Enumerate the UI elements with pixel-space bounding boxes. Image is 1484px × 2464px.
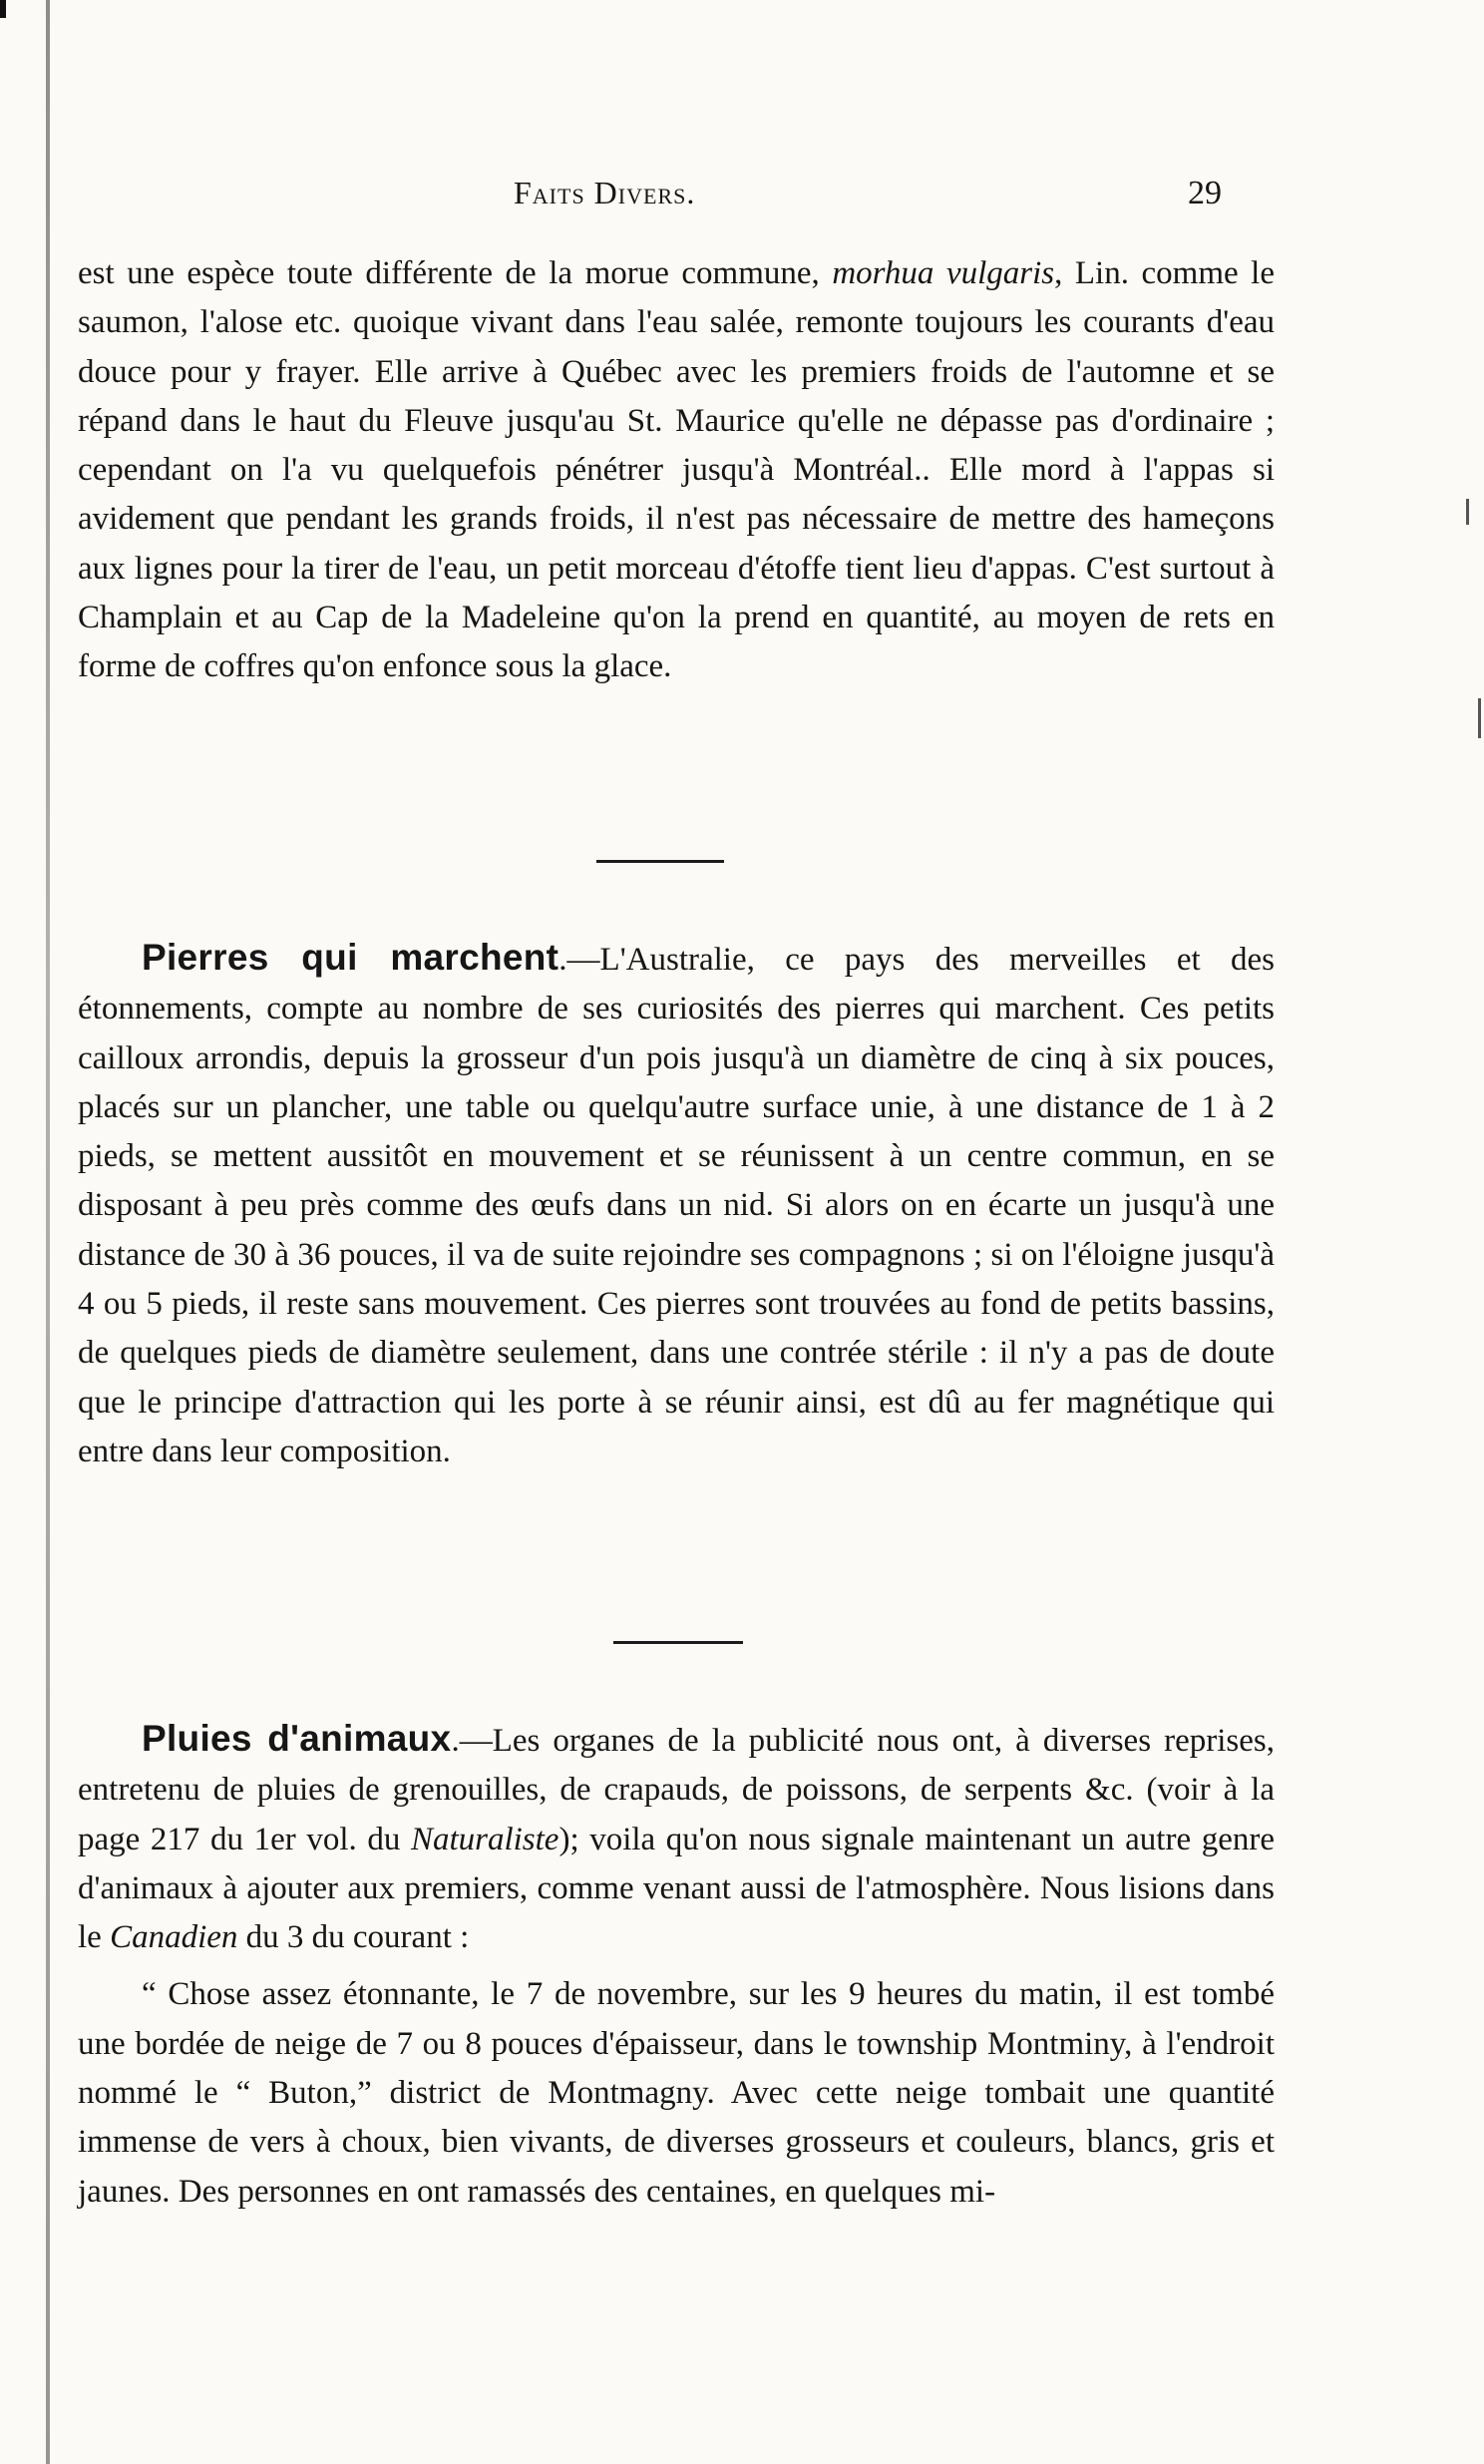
article-pluies-paragraph <box>78 1714 1275 1962</box>
continued-text-1: est une espèce toute différente de la morue commune, <box>78 255 833 291</box>
running-title: Faits Divers. <box>514 175 696 210</box>
article-pluies-text-1: .—Les organes de la publicité nous ont, à diverses reprises, entretenu de pluies de grenouilles, de crapauds, de poissons, de serpents &c. (voir à la page 217 du 1er vol. du <box>78 1723 1276 1857</box>
page-header <box>90 175 1222 214</box>
article-heading-pluies: Pluies d'animaux <box>142 1718 452 1759</box>
latin-name: morhua vulgaris <box>832 255 1055 291</box>
section-divider <box>596 860 724 863</box>
continued-paragraph-block <box>78 249 1275 692</box>
section-divider <box>613 1641 743 1644</box>
article-pierres <box>78 933 1275 1476</box>
article-pluies-text-3: du 3 du courant : <box>237 1919 470 1956</box>
canadien-title: Canadien <box>110 1919 238 1956</box>
page-binding-edge <box>46 0 50 2464</box>
naturaliste-title: Naturaliste <box>410 1821 559 1857</box>
scan-speck <box>1466 499 1469 525</box>
page-number: 29 <box>1188 175 1222 211</box>
continued-text-2: , Lin. comme le saumon, l'alose etc. quoique vivant dans l'eau salée, remonte toujours les courants d'eau douce pour y frayer. Elle arrive à Québec avec les premiers froids de l'automne et se répand dans le haut du Fleuve jusqu'au St. Maurice qu'elle ne dépasse pas d'ordinaire ; cependant on l'a vu quelquefois pénétrer jusqu'à Montréal.. Elle mord à l'appas si avidement que pendant les grands froids, il n'est pas nécessaire de mettre des hameçons aux lignes pour la tirer de l'eau, un petit morceau d'étoffe tient lieu d'appas. C'est surtout à Champlain et au Cap de la Madeleine qu'on la prend en quantité, au moyen de rets en forme de coffres qu'on enfonce sous la glace. <box>78 255 1275 685</box>
scan-speck <box>1478 698 1481 738</box>
article-pluies <box>78 1714 1275 2217</box>
article-pierres-paragraph <box>78 933 1275 1476</box>
article-pierres-text: .—L'Australie, ce pays des merveilles et des étonnements, compte au nombre de ses curiosités des pierres qui marchent. Ces petits cailloux arrondis, depuis la grosseur d'un pois jusqu'à un diamètre de cinq à six pouces, placés sur un plancher, une table ou quelqu'autre surface unie, à une distance de 1 à 2 pieds, se mettent aussitôt en mouvement et se réunissent à un centre commun, en se disposant à peu près comme des œufs dans un nid. Si alors on en écarte un jusqu'à une distance de 30 à 36 pouces, il va de suite rejoindre ses compagnons ; si on l'éloigne jusqu'à 4 ou 5 pieds, il reste sans mouvement. Ces pierres sont trouvées au fond de petits bassins, de quelques pieds de diamètre seulement, dans une contrée stérile : il n'y a pas de doute que le principe d'attraction qui les porte à se réunir ainsi, est dû au fer magnétique qui entre dans leur composition. <box>78 942 1275 1469</box>
scan-corner-mark <box>0 0 6 18</box>
article-heading-pierres: Pierres qui marchent <box>142 937 559 978</box>
continued-paragraph <box>78 249 1275 692</box>
article-pluies-text-2: ); voila qu'on nous signale maintenant un autre genre d'animaux à ajouter aux premiers, comme venant aussi de l'atmosphère. Nous lisions dans le <box>78 1821 1275 1956</box>
quoted-passage: “ Chose assez étonnante, le 7 de novembre, sur les 9 heures du matin, il est tombé une bordée de neige de 7 ou 8 pouces d'épaisseur, dans le township Montminy, à l'endroit nommé le “ Buton,” district de Montmagny. Avec cette neige tombait une quantité immense de vers à choux, bien vivants, de diverses grosseurs et couleurs, blancs, gris et jaunes. Des personnes en ont ramassés des centaines, en quelques mi- <box>78 1976 1275 2210</box>
